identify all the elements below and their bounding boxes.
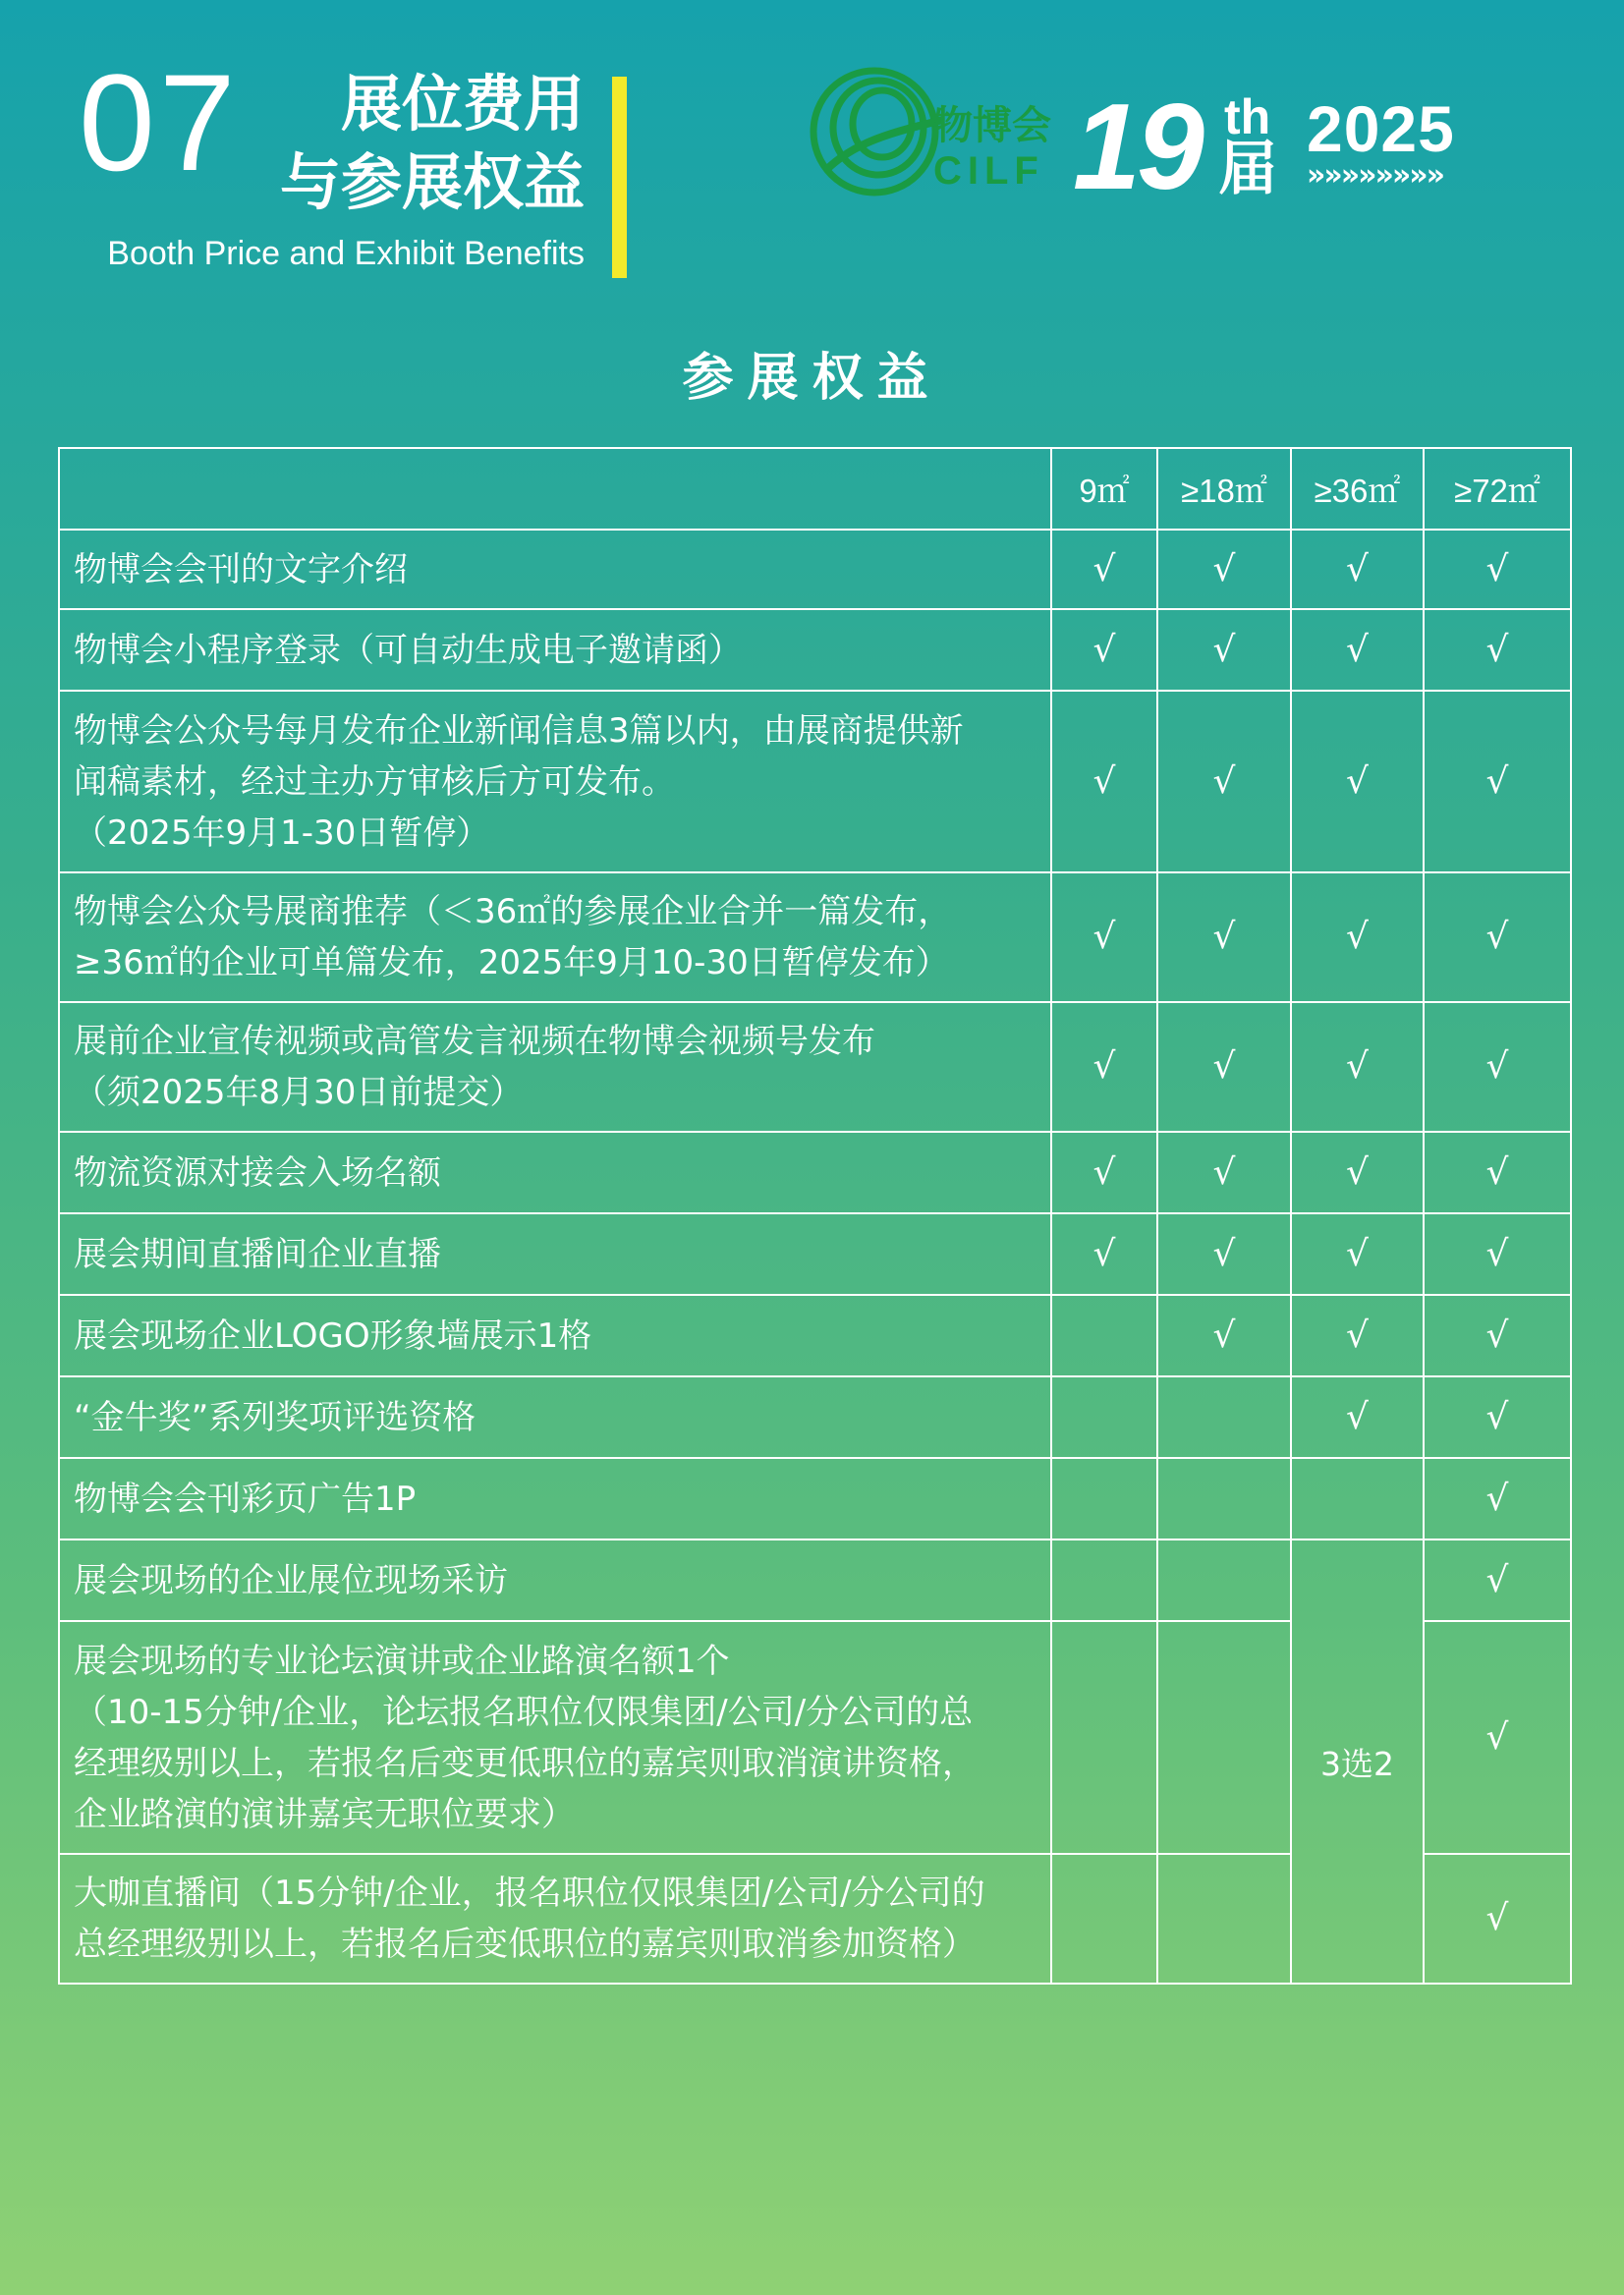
check-mark: √ bbox=[1291, 1132, 1424, 1213]
benefit-item: 物博会会刊的文字介绍 bbox=[59, 530, 1051, 609]
check-mark: √ bbox=[1424, 1213, 1571, 1295]
empty-cell bbox=[1051, 1854, 1157, 1984]
check-mark: √ bbox=[1424, 1539, 1571, 1621]
benefit-item: 物流资源对接会入场名额 bbox=[59, 1132, 1051, 1213]
check-mark: √ bbox=[1157, 1295, 1291, 1376]
empty-cell bbox=[1157, 1539, 1291, 1621]
empty-cell bbox=[1157, 1376, 1291, 1458]
table-row bbox=[59, 691, 1571, 872]
check-mark: √ bbox=[1157, 530, 1291, 609]
check-mark: √ bbox=[1157, 1132, 1291, 1213]
logo-cn-text: 物博会 bbox=[933, 103, 1051, 148]
empty-cell bbox=[1157, 1854, 1291, 1984]
section-title-line1: 展位费用 bbox=[340, 68, 585, 140]
check-mark: √ bbox=[1424, 1458, 1571, 1539]
table-row bbox=[59, 1539, 1571, 1621]
empty-cell bbox=[1157, 1458, 1291, 1539]
check-mark: √ bbox=[1051, 609, 1157, 691]
check-mark: √ bbox=[1291, 1376, 1424, 1458]
empty-cell bbox=[1051, 1621, 1157, 1854]
table-row bbox=[59, 1458, 1571, 1539]
header-18sqm: ≥18㎡ bbox=[1157, 448, 1291, 530]
choose-two-of-three-cell: 3选2 bbox=[1291, 1539, 1424, 1984]
table-row bbox=[59, 1295, 1571, 1376]
check-mark: √ bbox=[1424, 1854, 1571, 1984]
check-mark: √ bbox=[1291, 1213, 1424, 1295]
check-mark: √ bbox=[1051, 872, 1157, 1002]
header-9sqm: 9㎡ bbox=[1051, 448, 1157, 530]
check-mark: √ bbox=[1157, 872, 1291, 1002]
benefit-item: 物博会会刊彩页广告1P bbox=[59, 1458, 1051, 1539]
edition-year: 2025 bbox=[1307, 92, 1455, 165]
check-mark: √ bbox=[1291, 530, 1424, 609]
chevron-arrows-icon: »»»»»»»» bbox=[1307, 158, 1444, 193]
page-header bbox=[0, 0, 1624, 295]
check-mark: √ bbox=[1051, 1213, 1157, 1295]
check-mark: √ bbox=[1051, 530, 1157, 609]
benefit-item: 展前企业宣传视频或高管发言视频在物博会视频号发布 （须2025年8月30日前提交） bbox=[59, 1002, 1051, 1132]
benefit-item: “金牛奖”系列奖项评选资格 bbox=[59, 1376, 1051, 1458]
check-mark: √ bbox=[1424, 872, 1571, 1002]
logo-en-text: CILF bbox=[933, 149, 1044, 193]
section-title bbox=[246, 65, 585, 222]
header-36sqm: ≥36㎡ bbox=[1291, 448, 1424, 530]
benefit-item: 大咖直播间（15分钟/企业，报名职位仅限集团/公司/分公司的 总经理级别以上，若报名后变低职位的嘉宾则取消参加资格） bbox=[59, 1854, 1051, 1984]
benefit-item: 展会现场的企业展位现场采访 bbox=[59, 1539, 1051, 1621]
benefits-title: 参展权益 bbox=[682, 349, 942, 408]
check-mark: √ bbox=[1424, 1132, 1571, 1213]
benefit-item: 物博会公众号每月发布企业新闻信息3篇以内，由展商提供新 闻稿素材，经过主办方审核后方可发布。 （2025年9月1-30日暂停） bbox=[59, 691, 1051, 872]
benefits-table bbox=[58, 447, 1572, 1985]
empty-cell bbox=[1051, 1539, 1157, 1621]
section-title-line2: 与参展权益 bbox=[279, 146, 585, 218]
check-mark: √ bbox=[1424, 530, 1571, 609]
section-subtitle: Booth Price and Exhibit Benefits bbox=[107, 235, 585, 272]
check-mark: √ bbox=[1291, 1002, 1424, 1132]
check-mark: √ bbox=[1157, 1213, 1291, 1295]
check-mark: √ bbox=[1424, 1002, 1571, 1132]
section-number: 07 bbox=[79, 45, 240, 199]
check-mark: √ bbox=[1157, 609, 1291, 691]
check-mark: √ bbox=[1157, 1002, 1291, 1132]
check-mark: √ bbox=[1291, 1295, 1424, 1376]
check-mark: √ bbox=[1424, 691, 1571, 872]
edition-unit: 届 bbox=[1218, 135, 1277, 203]
check-mark: √ bbox=[1424, 609, 1571, 691]
benefit-item: 物博会小程序登录（可自动生成电子邀请函） bbox=[59, 609, 1051, 691]
benefit-item: 展会现场的专业论坛演讲或企业路演名额1个 （10-15分钟/企业，论坛报名职位仅限集团/公司/分公司的总 经理级别以上，若报名后变更低职位的嘉宾则取消演讲资格， 企业路演的演讲嘉宾无职位要求） bbox=[59, 1621, 1051, 1854]
check-mark: √ bbox=[1291, 691, 1424, 872]
empty-cell bbox=[1291, 1458, 1424, 1539]
edition-number: 19 bbox=[1073, 80, 1201, 215]
table-row bbox=[59, 609, 1571, 691]
table-row bbox=[59, 1132, 1571, 1213]
accent-bar bbox=[612, 77, 627, 278]
check-mark: √ bbox=[1051, 691, 1157, 872]
empty-cell bbox=[1051, 1458, 1157, 1539]
benefits-table-body bbox=[59, 530, 1571, 1984]
edition-suffix: th bbox=[1224, 89, 1271, 144]
check-mark: √ bbox=[1424, 1376, 1571, 1458]
benefit-item: 物博会公众号展商推荐（＜36㎡的参展企业合并一篇发布， ≥36㎡的企业可单篇发布，2025年9月10-30日暂停发布） bbox=[59, 872, 1051, 1002]
benefit-item: 展会期间直播间企业直播 bbox=[59, 1213, 1051, 1295]
benefit-item: 展会现场企业LOGO形象墙展示1格 bbox=[59, 1295, 1051, 1376]
check-mark: √ bbox=[1424, 1295, 1571, 1376]
table-row bbox=[59, 530, 1571, 609]
check-mark: √ bbox=[1157, 691, 1291, 872]
empty-cell bbox=[1051, 1295, 1157, 1376]
check-mark: √ bbox=[1051, 1132, 1157, 1213]
check-mark: √ bbox=[1051, 1002, 1157, 1132]
table-row bbox=[59, 872, 1571, 1002]
check-mark: √ bbox=[1291, 872, 1424, 1002]
check-mark: √ bbox=[1424, 1621, 1571, 1854]
table-row bbox=[59, 1213, 1571, 1295]
table-row bbox=[59, 1002, 1571, 1132]
empty-cell bbox=[1157, 1621, 1291, 1854]
table-header-row bbox=[59, 448, 1571, 530]
empty-cell bbox=[1051, 1376, 1157, 1458]
header-item bbox=[59, 448, 1051, 530]
header-72sqm: ≥72㎡ bbox=[1424, 448, 1571, 530]
check-mark: √ bbox=[1291, 609, 1424, 691]
table-row bbox=[59, 1376, 1571, 1458]
